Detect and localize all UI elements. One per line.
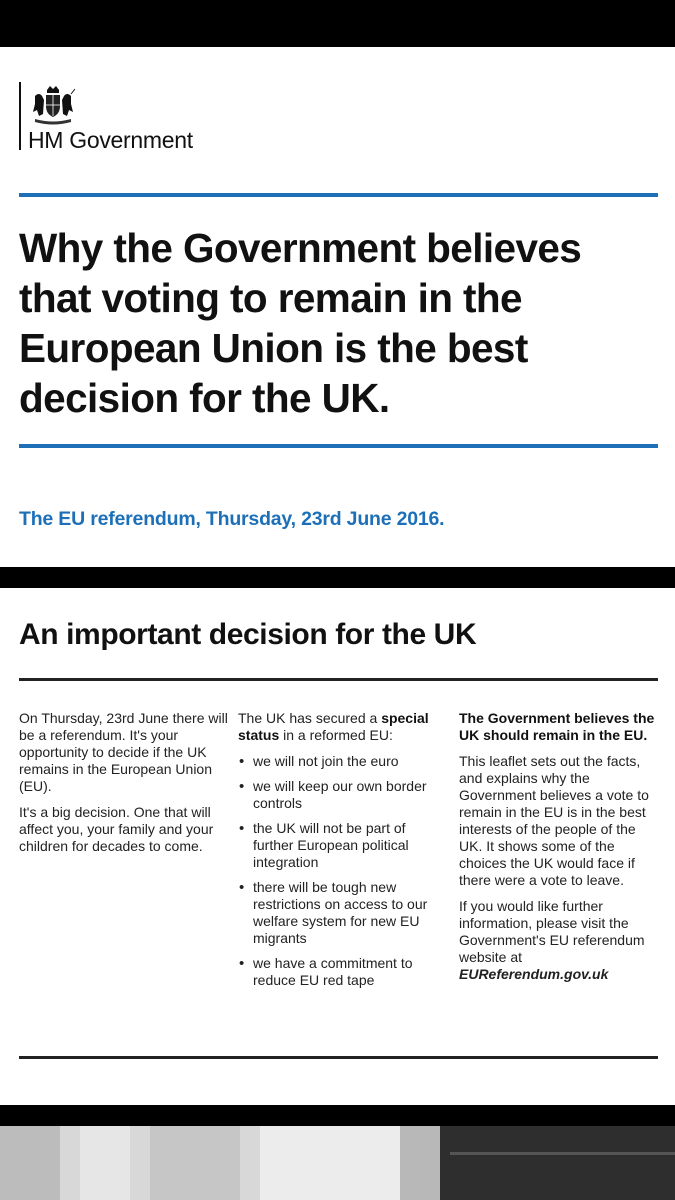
special-status-list: [238, 753, 443, 989]
list-item: • we will not join the euro: [238, 753, 443, 770]
photo-fragment: [450, 1152, 675, 1155]
col3-lead: The Government believes the UK should remain in the EU.: [459, 710, 655, 743]
column-2: [238, 710, 443, 997]
referendum-website-link[interactable]: EUReferendum.gov.uk: [459, 966, 609, 982]
photo-strip: [0, 1126, 675, 1200]
decision-page-panel: [0, 588, 675, 1105]
column-3: [459, 710, 659, 992]
photo-fragment: [440, 1126, 675, 1200]
list-item: • the UK will not be part of further European political integration: [238, 820, 443, 871]
bottom-rule: [19, 1056, 658, 1059]
top-blue-rule: [19, 193, 658, 197]
list-item: • we will keep our own border controls: [238, 778, 443, 812]
list-item: • we have a commitment to reduce EU red tape: [238, 955, 443, 989]
photo-fragment: [0, 1126, 60, 1200]
referendum-date-subline: The EU referendum, Thursday, 23rd June 2016.: [19, 508, 445, 530]
col2-intro-text-a: The UK has secured a: [238, 710, 382, 726]
bottom-blue-rule: [19, 444, 658, 448]
col2-intro-text-b: in a reformed EU:: [279, 727, 393, 743]
photo-fragment: [400, 1126, 440, 1200]
photo-fragment: [150, 1126, 240, 1200]
title-rule: [19, 678, 658, 681]
logo-divider: [19, 82, 21, 150]
photo-fragment: [260, 1126, 400, 1200]
col3-paragraph-1: This leaflet sets out the facts, and explains why the Government believes a vote to remain in the EU is in the best interests of the people of the UK. It shows some of the choices the UK would face if there were a vote to leave.: [459, 753, 649, 888]
col3-paragraph-2-text: If you would like further information, please visit the Government's EU referendum website at: [459, 898, 645, 965]
col2-intro: [238, 710, 443, 744]
royal-coat-of-arms-icon: [27, 84, 79, 126]
section-title: An important decision for the UK: [19, 618, 477, 651]
col1-paragraph-2: It's a big decision. One that will affect you, your family and your children for decades to come.: [19, 804, 214, 854]
leaflet-headline: Why the Government believes that voting to remain in the European Union is the best decision for the UK.: [19, 225, 582, 421]
list-item: • there will be tough new restrictions on access to our welfare system for new EU migrants: [238, 879, 443, 947]
col1-paragraph-1: On Thursday, 23rd June there will be a referendum. It's your opportunity to decide if the UK remains in the European Union (EU).: [19, 710, 228, 794]
col2-intro-bold: special status: [238, 710, 429, 743]
photo-fragment: [80, 1126, 130, 1200]
hm-government-logo-text: HM Government: [28, 127, 193, 153]
col3-paragraph-2: [459, 898, 659, 983]
leaflet-cover-panel: [0, 47, 675, 567]
column-1: [19, 710, 229, 864]
